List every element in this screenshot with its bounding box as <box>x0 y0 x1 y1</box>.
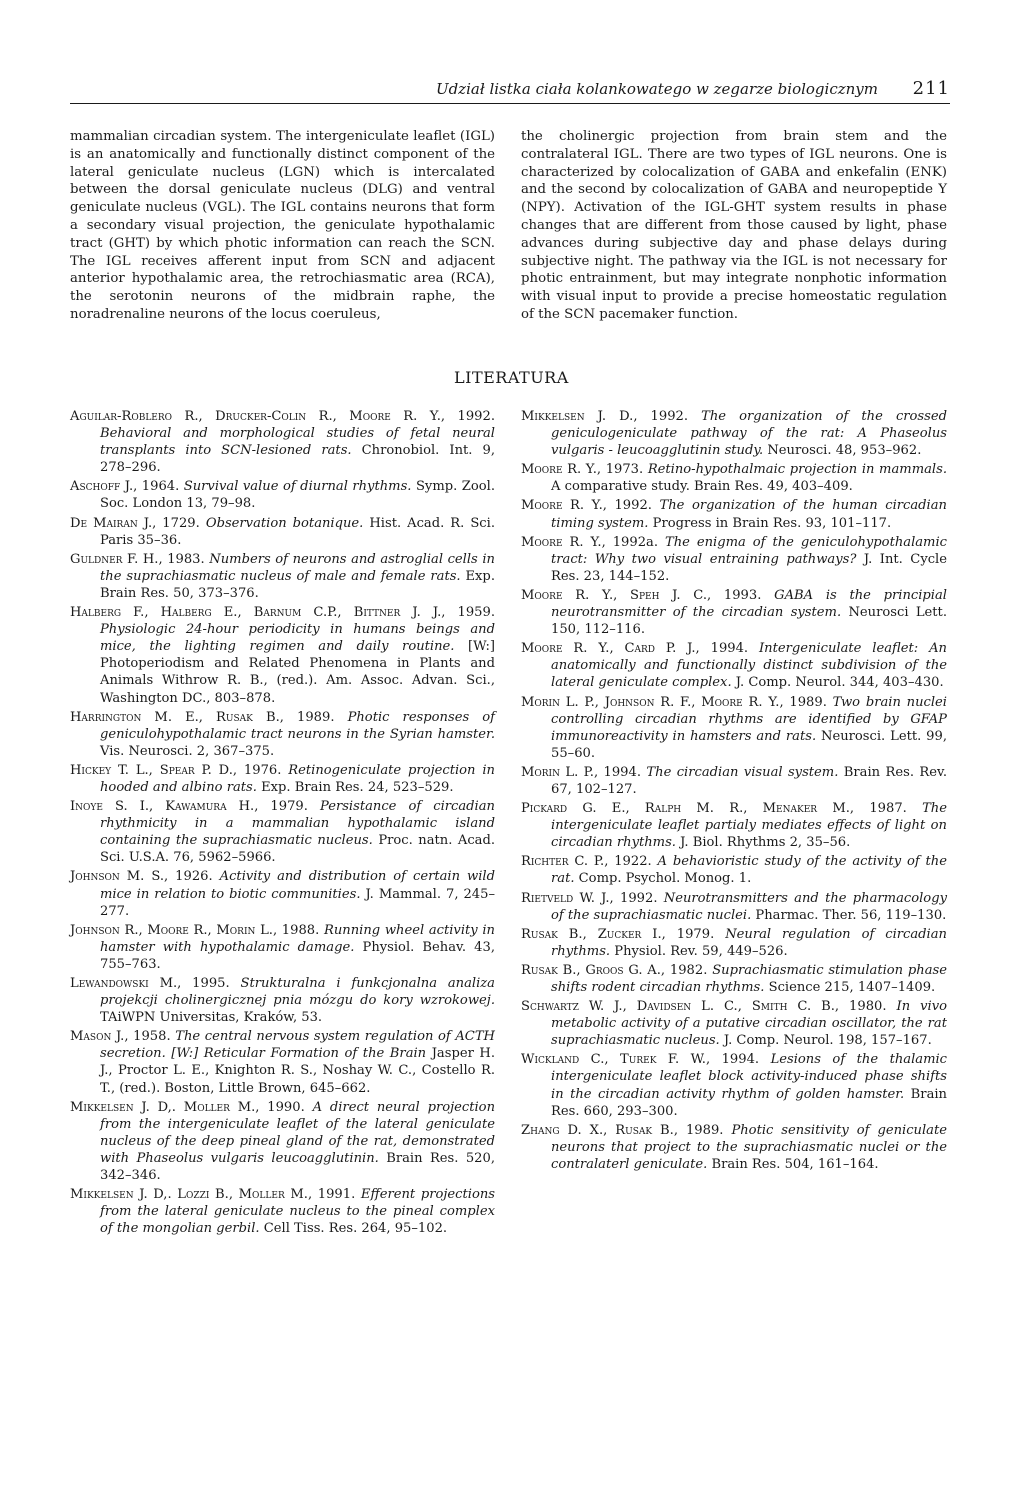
reference-year: , 1993. <box>707 587 775 603</box>
reference-source: Physiol. Rev. 59, 449–526. <box>610 943 788 959</box>
reference-source: Brain Res. 660, 293–300. <box>551 1086 947 1119</box>
reference-entry <box>521 890 947 924</box>
reference-title: Retinogeniculate projection in hooded and albino rats. <box>100 762 495 795</box>
reference-entry <box>521 694 947 762</box>
reference-authors: Aguilar-Roblero R., Drucker-Colin R., Moore R. Y. <box>70 409 441 424</box>
reference-title: Efferent projections from the lateral geniculate nucleus to the pineal complex of the mongolian gerbil. <box>100 1187 495 1237</box>
reference-source: Hist. Acad. R. Sci. Paris 35–36. <box>100 515 495 548</box>
reference-authors: Lewandowski M. <box>70 976 178 991</box>
reference-title: Photic sensitivity of geniculate neurons that project to the suprachiasmatic nuclei or the contralaterl geniculate. <box>551 1122 947 1172</box>
reference-entry <box>70 975 495 1026</box>
reference-authors: Aschoff J. <box>70 479 134 495</box>
reference-entry <box>70 762 495 796</box>
reference-title: Behavioral and morphological studies of fetal neural transplants into SCN-lesioned rats. <box>100 426 495 459</box>
reference-authors: Harrington M. E., Rusak B. <box>70 709 280 725</box>
reference-authors: Moore R. Y., Card P. J. <box>521 641 696 657</box>
reference-authors: Mikkelsen J. D,. Moller M. <box>70 1099 256 1115</box>
reference-source: Brain Res. Rev. 67, 102–127. <box>551 764 947 797</box>
reference-entry <box>70 1186 495 1237</box>
reference-title: Numbers of neurons and astroglial cells in the suprachiasmatic nucleus of male and female rats. <box>100 551 495 584</box>
reference-year: , 1992. <box>440 409 496 424</box>
reference-entry <box>70 408 495 476</box>
reference-title: Suprachiasmatic stimulation phase shifts rodent circadian rhythms. <box>551 962 947 995</box>
reference-year: , 1994. <box>705 1052 771 1068</box>
reference-source: Cell Tiss. Res. 264, 95–102. <box>259 1221 448 1237</box>
reference-authors: Moore R. Y., Speh J. C. <box>521 587 707 603</box>
reference-title: Two brain nuclei controlling circadian rhythms are identified by GFAP immunoreactivity in hamsters and rats. <box>551 694 947 744</box>
reference-title: Survival value of diurnal rhythms. <box>183 479 412 495</box>
reference-title: The organization of the human circadian timing system. <box>551 498 947 531</box>
reference-year: , 1989. <box>779 694 833 710</box>
reference-entry <box>521 926 947 960</box>
reference-authors: Moore R. Y. <box>521 462 597 478</box>
reference-title: Neural regulation of circadian rhythms. <box>551 926 947 959</box>
references-right-column <box>521 408 947 1175</box>
reference-year: , 1973. <box>596 462 648 478</box>
reference-entry <box>70 709 495 760</box>
reference-entry <box>521 1122 947 1173</box>
reference-authors: Moore R. Y. <box>521 534 602 550</box>
reference-authors: Rietveld W. J. <box>521 890 610 906</box>
reference-title: In vivo metabolic activity of a putative circadian oscillator, the rat suprachiasmatic nucleus. <box>551 999 947 1049</box>
reference-year: , 1979. <box>661 926 726 942</box>
reference-year: , 1988. <box>272 922 324 938</box>
reference-authors: Morin L. P., Johnson R. F., Moore R. Y. <box>521 694 780 710</box>
reference-source: Neurosci. 48, 953–962. <box>763 443 922 459</box>
reference-title: Lesions of the thalamic intergeniculate leaflet block activity-induced phase shifts in the circadian activity rhythm of golden hamster. <box>551 1052 948 1102</box>
reference-entry <box>521 1051 947 1119</box>
reference-source: Symp. Zool. Soc. London 13, 79–98. <box>100 479 495 512</box>
reference-source: Pharmac. Ther. 56, 119–130. <box>751 907 947 923</box>
running-header <box>70 78 950 102</box>
reference-title: Retino-hypothalmaic projection in mammals. <box>647 462 947 478</box>
reference-source: [W:] Photoperiodism and Related Phenomena in Plants and Animals Withrow R. B., (red.). Am. Assoc. Advan. Sci., Washington DC., 803–878. <box>100 639 495 706</box>
header-rule <box>70 103 950 104</box>
reference-authors: Mikkelsen J. D,. Lozzi B., Moller M. <box>70 1187 308 1203</box>
reference-authors: Zhang D. X., Rusak B. <box>521 1122 674 1138</box>
reference-year: , 1995. <box>177 976 241 991</box>
reference-source: J. Comp. Neurol. 344, 403–430. <box>731 675 944 691</box>
reference-source: Proc. natn. Acad. Sci. U.S.A. 76, 5962–5966. <box>100 833 496 866</box>
body-paragraph-right: the cholinergic projection from brain stem and the contralateral IGL. There are two types of IGL neurons. One is characterized by colocalization of GABA and enkefalin (ENK) and the second by colocalization of GABA and neuropeptide Y (NPY). Activation of the IGL-GHT system results in phase changes that are different from those caused by light, phase advances during subjective day and phase delays during subjective night. The pathway via the IGL is not necessary for photic entrainment, but may integrate nonphotic information with visual input to provide a precise homeostatic regulation of the SCN pacemaker function. <box>521 129 947 322</box>
reference-source: Progress in Brain Res. 93, 101–117. <box>648 515 892 531</box>
reference-authors: Richter C. P. <box>521 854 605 870</box>
reference-authors: Halberg F., Halberg E., Barnum C.P., Bittner J. J. <box>70 605 442 621</box>
page-number: 211 <box>912 78 950 99</box>
reference-entry <box>521 853 947 887</box>
reference-year: , 1990. <box>255 1099 313 1115</box>
reference-source: J. Int. Cycle Res. 23, 144–152. <box>551 551 947 584</box>
reference-year: , 1992. <box>602 498 660 514</box>
reference-year: , 1994. <box>593 764 647 780</box>
reference-source: A comparative study. Brain Res. 49, 403–409. <box>551 479 853 495</box>
reference-year: , 1976. <box>232 762 289 778</box>
reference-source: Neurosci. Lett. 99, 55–60. <box>551 728 948 761</box>
reference-year: , 1979. <box>254 799 320 815</box>
reference-source: Brain Res. 520, 342–346. <box>100 1150 495 1184</box>
reference-source: Comp. Psychol. Monog. 1. <box>574 871 752 887</box>
reference-year: , 1980. <box>834 999 897 1015</box>
reference-year: , 1987. <box>849 801 923 817</box>
reference-authors: De Mairan J. <box>70 515 153 531</box>
reference-entry <box>70 868 495 919</box>
reference-entry <box>521 461 947 495</box>
reference-year: , 1958. <box>124 1029 176 1045</box>
reference-title: The circadian visual system. <box>646 764 839 780</box>
reference-year: , 1922. <box>604 854 658 870</box>
reference-year: , 1992a. <box>601 534 665 550</box>
reference-entry <box>70 922 495 973</box>
reference-title: The organization of the crossed geniculogeniculate pathway of the rat: A Phaseolus vulgaris - leucoagglutinin study. <box>551 409 947 459</box>
reference-title: Observation botanique. <box>205 515 364 531</box>
reference-source: Exp. Brain Res. 50, 373–376. <box>100 568 495 601</box>
reference-authors: Moore R. Y. <box>521 498 603 514</box>
reference-authors: Morin L. P. <box>521 764 594 780</box>
reference-title: Persistance of circadian rhythmicity in a mammalian hypothalamic island containing the suprachiasmatic nucleus. <box>100 799 495 849</box>
reference-authors: Inoye S. I., Kawamura H. <box>70 799 255 815</box>
running-title: Udział listka ciała kolankowatego w zegarze biologicznym <box>435 80 878 98</box>
reference-title: A behavioristic study of the activity of the rat. <box>551 854 947 887</box>
reference-title: GABA is the principial neurotransmitter of the circadian system. <box>551 587 947 621</box>
reference-entry <box>521 408 947 459</box>
section-title: LITERATURA <box>454 368 569 387</box>
reference-authors: Hickey T. L., Spear P. D. <box>70 762 233 778</box>
reference-entry <box>521 640 947 691</box>
reference-title: The intergeniculate leaflet partialy mediates effects of light on circadian rhythms. <box>551 801 947 851</box>
reference-title: Strukturalna i funkcjonalna analiza projekcji cholinergicznej pnia mózgu do kory wzrokowej. <box>100 976 495 1009</box>
reference-authors: Mason J. <box>70 1029 125 1045</box>
reference-year: , 1983. <box>158 551 210 567</box>
reference-year: , 1994. <box>695 641 759 657</box>
reference-authors: Guldner F. H. <box>70 551 159 567</box>
reference-source: Brain Res. 504, 161–164. <box>707 1156 879 1172</box>
reference-title: The enigma of the geniculohypothalamic tract: Why two visual entraining pathways? <box>551 534 947 567</box>
reference-source: J. Mammal. 7, 245–277. <box>100 886 495 919</box>
reference-entry <box>70 515 495 549</box>
reference-source: Neurosci Lett. 150, 112–116. <box>551 605 947 638</box>
reference-source: Science 215, 1407–1409. <box>764 980 936 995</box>
reference-authors: Rusak B., Zucker I. <box>521 926 662 942</box>
reference-authors: Pickard G. E., Ralph M. R., Menaker M. <box>521 801 850 817</box>
reference-entry <box>521 587 947 638</box>
reference-entry <box>70 604 495 707</box>
reference-source: Vis. Neurosci. 2, 367–375. <box>100 743 275 759</box>
reference-source: Exp. Brain Res. 24, 523–529. <box>256 779 454 795</box>
reference-title: Physiologic 24-hour periodicity in humans beings and mice, the lighting regimen and daily routine. <box>100 622 495 655</box>
reference-entry <box>521 497 947 531</box>
reference-entry <box>521 800 947 851</box>
reference-authors: Mikkelsen J. D. <box>521 409 634 424</box>
reference-title: The central nervous system regulation of ACTH secretion. [W:] Reticular Formation of the Brain <box>100 1029 495 1062</box>
reference-source: Physiol. Behav. 43, 755–763. <box>100 939 495 972</box>
reference-source: J. Comp. Neurol. 198, 157–167. <box>719 1033 932 1049</box>
reference-entry <box>70 1099 495 1184</box>
reference-entry <box>70 1028 495 1096</box>
reference-year: , 1964. <box>133 479 184 495</box>
reference-entry <box>521 998 947 1049</box>
reference-source: Jasper H. J., Proctor L. E., Knighton R. S., Noshay W. C., Costello R. T., (red.). Boston, Little Brown, 645–662. <box>100 1046 495 1096</box>
reference-entry <box>521 764 947 798</box>
reference-source: Chronobiol. Int. 9, 278–296. <box>100 443 495 476</box>
reference-year: , 1992. <box>633 409 702 424</box>
reference-entry <box>521 962 947 996</box>
reference-year: , 1982. <box>660 962 713 978</box>
reference-title: Activity and distribution of certain wild mice in relation to biotic communities. <box>100 869 495 902</box>
reference-year: , 1926. <box>164 869 220 885</box>
reference-title: Intergeniculate leaflet: An anatomically and functionally distinct subdivision of the lateral geniculate complex. <box>551 641 947 691</box>
reference-entry <box>70 478 495 512</box>
reference-authors: Johnson M. S. <box>70 869 164 885</box>
reference-authors: Rusak B., Groos G. A. <box>521 962 661 978</box>
reference-authors: Wickland C., Turek F. W. <box>521 1052 706 1068</box>
references-left-column <box>70 408 495 1239</box>
reference-year: , 1959. <box>441 605 495 621</box>
body-paragraph-left: mammalian circadian system. The intergeniculate leaflet (IGL) is an anatomically and functionally distinct component of the lateral geniculate nucleus (LGN) which is intercalated between the dorsal geniculate nucleus (DLG) and ventral geniculate nucleus (VGL). The IGL contains neurons that form a secondary visual projection, the geniculate hypothalamic tract (GHT) by which photic information can reach the SCN. The IGL receives afferent input from SCN and adjacent anterior hypothalamic area, the retrochiasmatic area (RCA), the serotonin neurons of the midbrain raphe, the noradrenaline neurons of the locus coeruleus, <box>70 129 495 322</box>
reference-title: Photic responses of geniculohypothalamic tract neurons in the Syrian hamster. <box>100 709 495 742</box>
reference-source: TAiWPN Universitas, Kraków, 53. <box>100 1010 323 1026</box>
reference-year: , 1992. <box>609 890 664 906</box>
reference-entry <box>70 551 495 602</box>
reference-source: J. Biol. Rhythms 2, 35–56. <box>675 835 851 851</box>
reference-entry <box>70 798 495 866</box>
reference-year: , 1989. <box>279 709 348 725</box>
reference-title: Running wheel activity in hamster with hypothalamic damage. <box>100 922 495 955</box>
reference-title: Neurotransmitters and the pharmacology of the suprachiasmatic nuclei. <box>551 890 947 923</box>
reference-authors: Johnson R., Moore R., Morin L. <box>70 922 273 938</box>
reference-year: , 1729. <box>152 515 206 531</box>
reference-title: A direct neural projection from the intergeniculate leaflet of the lateral geniculate nucleus of the deep pineal gland of the rat, demonstrated with Phaseolus vulgaris leucoagglutinin. <box>100 1099 495 1166</box>
reference-authors: Schwartz W. J., Davidsen L. C., Smith C. B. <box>521 999 835 1015</box>
reference-entry <box>521 534 947 585</box>
reference-year: , 1991. <box>307 1187 361 1203</box>
reference-year: , 1989. <box>673 1122 732 1138</box>
